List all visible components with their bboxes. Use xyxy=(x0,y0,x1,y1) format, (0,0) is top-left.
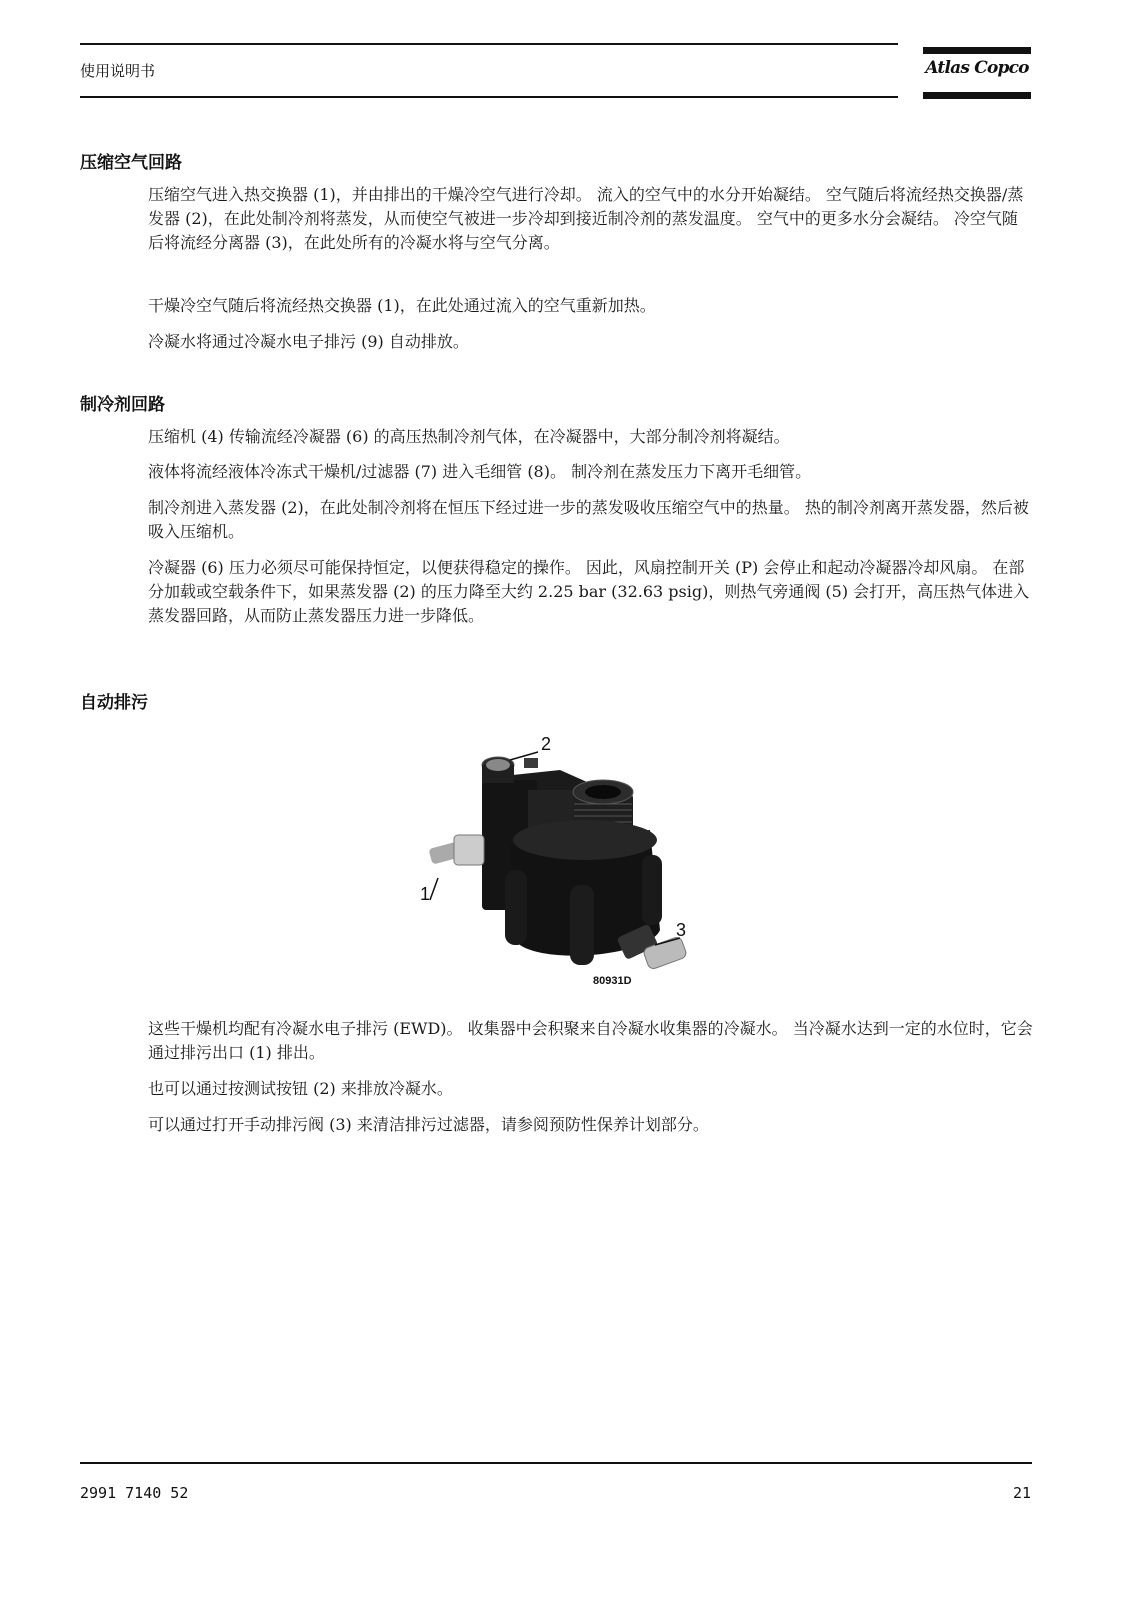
document-number: 2991 7140 52 xyxy=(80,1484,189,1502)
header-rule-top xyxy=(80,43,898,45)
paragraph: 压缩空气进入热交换器 (1)，并由排出的干燥冷空气进行冷却。 流入的空气中的水分开始凝结。 空气随后将流经热交换器/蒸发器 (2)，在此处制冷剂将蒸发，从而使空气被进一步冷却到接近制冷剂的蒸发温度。 空气中的更多水分会凝结。 冷空气随后将流经分离器 (3)，在此处所有的冷凝水将与空气分离。 xyxy=(148,185,1024,252)
paragraph: 干燥冷空气随后将流经热交换器 (1)，在此处通过流入的空气重新加热。 xyxy=(148,296,656,315)
paragraph: 可以通过打开手动排污阀 (3) 来清洁排污过滤器，请参阅预防性保养计划部分。 xyxy=(148,1115,709,1134)
section-heading-refrigerant: 制冷剂回路 xyxy=(80,395,165,415)
callout-2: 2 xyxy=(541,734,552,754)
footer-rule xyxy=(80,1462,1032,1464)
manual-title: 使用说明书 xyxy=(80,62,156,80)
paragraph: 冷凝器 (6) 压力必须尽可能保持恒定，以便获得稳定的操作。 因此，风扇控制开关 (P) 会停止和起动冷凝器冷却风扇。 在部分加载或空载条件下，如果蒸发器 (2) 的压力降至大约 2.25 bar (32.63 psig)，则热气旁通阀 (5) 会打开，高压热气体进入蒸发器回路，从而防止蒸发器压力进一步降低。 xyxy=(148,558,1030,625)
section-heading-auto-drain: 自动排污 xyxy=(80,693,148,713)
page-number: 21 xyxy=(1012,1484,1031,1502)
callout-3: 3 xyxy=(676,920,687,940)
figure-code: 80931D xyxy=(593,975,632,987)
electronic-drain-figure xyxy=(410,730,700,995)
paragraph: 液体将流经液体冷冻式干燥机/过滤器 (7) 进入毛细管 (8)。 制冷剂在蒸发压力下离开毛细管。 xyxy=(148,462,812,481)
callout-1: 1 xyxy=(420,884,431,904)
paragraph: 冷凝水将通过冷凝水电子排污 (9) 自动排放。 xyxy=(148,332,469,351)
header-rule-bottom xyxy=(80,96,898,98)
logo-text: Atlas Copco xyxy=(925,58,1029,78)
paragraph: 也可以通过按测试按钮 (2) 来排放冷凝水。 xyxy=(148,1079,453,1098)
paragraph: 压缩机 (4) 传输流经冷凝器 (6) 的高压热制冷剂气体，在冷凝器中，大部分制冷剂将凝结。 xyxy=(148,427,790,446)
atlas-copco-logo xyxy=(923,47,1031,99)
paragraph: 这些干燥机均配有冷凝水电子排污 (EWD)。 收集器中会积聚来自冷凝水收集器的冷凝水。 当冷凝水达到一定的水位时，它会通过排污出口 (1) 排出。 xyxy=(148,1019,1033,1062)
section-heading-compressed-air: 压缩空气回路 xyxy=(80,153,182,173)
paragraph: 制冷剂进入蒸发器 (2)，在此处制冷剂将在恒压下经过进一步的蒸发吸收压缩空气中的热量。 热的制冷剂离开蒸发器，然后被吸入压缩机。 xyxy=(148,498,1029,541)
